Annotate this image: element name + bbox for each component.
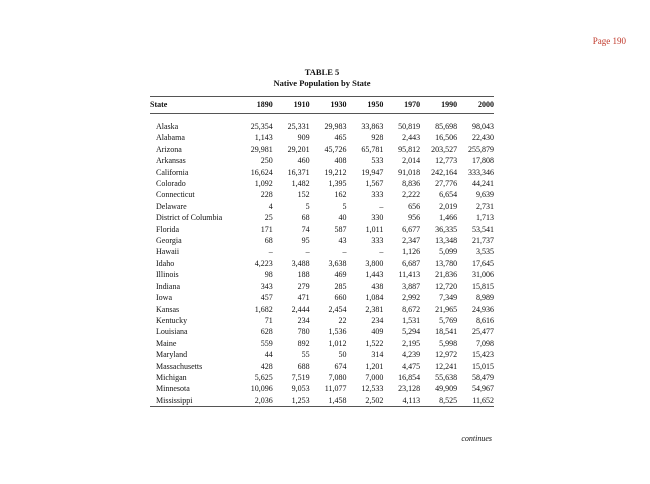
population-cell: 17,645 (472, 258, 494, 268)
population-cell: 68 (301, 213, 310, 223)
header-year: 1910 (273, 97, 310, 114)
table-row (150, 201, 494, 212)
population-cell: 8,672 (402, 304, 421, 314)
population-cell: 71 (264, 315, 273, 325)
table-row (150, 144, 494, 155)
population-cell: 1,458 (310, 395, 347, 407)
population-cell: 956 (408, 213, 421, 223)
state-name-cell: Alabama (156, 133, 185, 143)
population-cell: 1,092 (254, 179, 273, 189)
population-cell: 18,541 (435, 327, 458, 337)
population-cell: 7,098 (476, 338, 494, 348)
population-cell: 68 (264, 236, 273, 246)
state-name-cell: Idaho (156, 258, 175, 268)
population-cell: 12,773 (435, 156, 458, 166)
population-cell: 5,769 (439, 315, 458, 325)
population-cell: 17,808 (472, 156, 494, 166)
population-cell: 587 (334, 224, 347, 234)
population-cell: 74 (301, 224, 310, 234)
population-cell: 25,477 (472, 327, 494, 337)
population-cell: 25,354 (250, 122, 273, 131)
table-row (150, 395, 494, 407)
header-year: 1970 (383, 97, 420, 114)
table-row (150, 235, 494, 246)
population-cell: 29,983 (324, 122, 347, 131)
population-cell: 162 (334, 190, 347, 200)
table-row (150, 304, 494, 315)
population-cell: 6,687 (402, 258, 421, 268)
population-cell: 4,113 (383, 395, 420, 407)
table-row (150, 212, 494, 223)
state-name-cell: Illinois (156, 270, 179, 280)
population-cell: 8,836 (402, 179, 421, 189)
population-cell: 13,780 (435, 258, 458, 268)
population-cell: 24,936 (472, 304, 494, 314)
population-cell: 12,720 (435, 281, 458, 291)
population-cell: 674 (334, 361, 347, 371)
population-cell: 8,989 (476, 293, 494, 303)
state-name-cell: Maryland (156, 350, 188, 360)
state-name-cell: Minnesota (156, 384, 190, 394)
population-cell: – (379, 247, 384, 257)
population-cell: 44,241 (472, 179, 494, 189)
population-cell: – (268, 247, 273, 257)
population-cell: 1,522 (365, 338, 384, 348)
population-cell: 49,909 (435, 384, 458, 394)
population-cell: 16,624 (250, 167, 273, 177)
population-cell: 1,682 (254, 304, 273, 314)
population-cell: 15,423 (472, 350, 494, 360)
state-name-cell: Louisiana (156, 327, 188, 337)
population-cell: 333 (371, 190, 384, 200)
population-cell: 6,654 (439, 190, 458, 200)
population-cell: 22,430 (472, 133, 494, 143)
population-cell: 688 (297, 361, 310, 371)
population-cell: 53,541 (472, 224, 494, 234)
header-state: State (150, 97, 236, 114)
population-cell: 12,972 (435, 350, 458, 360)
population-cell: 203,527 (431, 144, 458, 154)
population-cell: 29,981 (250, 144, 273, 154)
population-cell: 428 (260, 361, 273, 371)
population-cell: 5 (305, 201, 310, 211)
table-title: Native Population by State (273, 78, 371, 88)
population-cell: 314 (371, 350, 384, 360)
table-row (150, 121, 494, 132)
population-cell: 1,466 (439, 213, 458, 223)
population-cell: 7,519 (291, 372, 310, 382)
population-cell: – (342, 247, 347, 257)
population-cell: 892 (297, 338, 310, 348)
state-name-cell: Florida (156, 224, 180, 234)
population-cell: 10,096 (250, 384, 273, 394)
state-name-cell: Connecticut (156, 190, 195, 200)
table-row (150, 372, 494, 383)
table-label: TABLE 5 (304, 67, 340, 77)
population-cell: 3,887 (402, 281, 421, 291)
table-header-row (150, 97, 494, 114)
population-cell: 4,223 (254, 258, 273, 268)
state-name-cell: Iowa (156, 293, 172, 303)
population-cell: 95 (301, 236, 310, 246)
table-row (150, 167, 494, 178)
population-cell: 171 (260, 224, 273, 234)
population-cell: 333 (371, 236, 384, 246)
state-name-cell: Massachusetts (156, 361, 203, 371)
table-row (150, 383, 494, 394)
population-cell: 21,836 (435, 270, 458, 280)
population-cell: 15,815 (472, 281, 494, 291)
population-cell: 12,533 (361, 384, 384, 394)
population-cell: 7,000 (365, 372, 384, 382)
population-cell: 465 (334, 133, 347, 143)
population-cell: 279 (297, 281, 310, 291)
table-row (150, 361, 494, 372)
population-cell: 343 (260, 281, 273, 291)
population-cell: 55 (301, 350, 310, 360)
population-cell: 1,012 (328, 338, 347, 348)
population-cell: 533 (371, 156, 384, 166)
state-name-cell: Georgia (156, 236, 182, 246)
population-cell: 16,506 (435, 133, 458, 143)
table-row (150, 258, 494, 269)
population-cell: 13,348 (435, 236, 458, 246)
table-row (150, 269, 494, 280)
population-cell: 5,099 (439, 247, 458, 257)
population-cell: 330 (371, 213, 384, 223)
state-name-cell: Alaska (156, 122, 179, 131)
state-name-cell: Arizona (156, 144, 182, 154)
population-cell: 250 (260, 156, 273, 166)
population-cell: 409 (371, 327, 384, 337)
population-cell: 45,726 (324, 144, 347, 154)
population-cell: 5 (342, 201, 347, 211)
population-cell: 2,502 (346, 395, 383, 407)
population-cell: 25 (264, 213, 273, 223)
population-cell: – (379, 201, 384, 211)
continues-note: continues (461, 434, 492, 443)
population-cell: 7,349 (439, 293, 458, 303)
population-cell: 6,677 (402, 224, 421, 234)
population-cell: 1,395 (328, 179, 347, 189)
state-name-cell: Colorado (156, 179, 186, 189)
state-name-cell: Indiana (156, 281, 180, 291)
page-number: Page 190 (592, 36, 626, 46)
population-cell: 27,776 (435, 179, 458, 189)
population-cell: 11,652 (457, 395, 494, 407)
population-cell: 2,014 (402, 156, 421, 166)
population-cell: 2,036 (236, 395, 273, 407)
population-cell: 40 (338, 213, 347, 223)
population-cell: 2,222 (402, 190, 421, 200)
population-cell: 1,084 (365, 293, 384, 303)
table-row (150, 338, 494, 349)
state-name-cell: Kansas (156, 304, 180, 314)
population-cell: 25,331 (287, 122, 310, 131)
population-cell: 2,347 (402, 236, 421, 246)
population-cell: 11,077 (324, 384, 347, 394)
population-cell: 15,015 (472, 361, 494, 371)
table-caption (150, 67, 494, 89)
population-cell: 1,126 (402, 247, 421, 257)
population-cell: 58,479 (472, 372, 494, 382)
population-cell: 460 (297, 156, 310, 166)
population-cell: 5,998 (439, 338, 458, 348)
table-row (150, 315, 494, 326)
population-cell: 242,164 (431, 167, 458, 177)
state-name-cell: Hawaii (156, 247, 180, 257)
population-cell: 909 (297, 133, 310, 143)
population-cell: 2,381 (365, 304, 384, 314)
header-year: 1890 (236, 97, 273, 114)
population-cell: 91,018 (398, 167, 421, 177)
population-cell: 4,475 (402, 361, 421, 371)
table-row (150, 326, 494, 337)
population-cell: 16,854 (398, 372, 421, 382)
population-cell: 408 (334, 156, 347, 166)
population-cell: 1,567 (365, 179, 384, 189)
population-cell: 2,992 (402, 293, 421, 303)
table-row (150, 224, 494, 235)
population-cell: 457 (260, 293, 273, 303)
header-year: 1990 (420, 97, 457, 114)
population-cell: 471 (297, 293, 310, 303)
table-body (150, 114, 494, 407)
table-row (150, 155, 494, 166)
table-row (150, 246, 494, 257)
population-cell: 33,863 (361, 122, 384, 131)
population-cell: 660 (334, 293, 347, 303)
population-cell: 1,201 (365, 361, 384, 371)
table-row (150, 189, 494, 200)
table-row (150, 132, 494, 143)
population-cell: 21,965 (435, 304, 458, 314)
population-cell: 8,616 (476, 315, 494, 325)
population-cell: 3,800 (365, 258, 384, 268)
population-cell: 55,638 (435, 372, 458, 382)
population-cell: 2,444 (291, 304, 310, 314)
population-cell: 1,443 (365, 270, 384, 280)
population-cell: 188 (297, 270, 310, 280)
state-name-cell: Mississippi (150, 395, 236, 407)
population-cell: 3,535 (476, 247, 494, 257)
population-cell: 98 (264, 270, 273, 280)
population-cell: 85,698 (435, 122, 458, 131)
header-year: 2000 (457, 97, 494, 114)
population-cell: 43 (338, 236, 347, 246)
population-cell: 8,525 (420, 395, 457, 407)
population-cell: 234 (371, 315, 384, 325)
population-cell: – (305, 247, 310, 257)
population-cell: 9,053 (291, 384, 310, 394)
population-cell: 333,346 (468, 167, 494, 177)
population-cell: 656 (408, 201, 421, 211)
population-cell: 31,006 (472, 270, 494, 280)
state-name-cell: Maine (156, 338, 177, 348)
population-cell: 54,967 (472, 384, 494, 394)
table-row (150, 281, 494, 292)
population-cell: 234 (297, 315, 310, 325)
table-row (150, 292, 494, 303)
population-cell: 285 (334, 281, 347, 291)
population-cell: 2,443 (402, 133, 421, 143)
population-cell: 5,625 (254, 372, 273, 382)
population-cell: 1,253 (273, 395, 310, 407)
population-cell: 36,335 (435, 224, 458, 234)
population-table (150, 96, 494, 407)
population-cell: 559 (260, 338, 273, 348)
header-year: 1950 (346, 97, 383, 114)
population-cell: 5,294 (402, 327, 421, 337)
header-year: 1930 (310, 97, 347, 114)
population-cell: 7,080 (328, 372, 347, 382)
population-cell: 3,638 (328, 258, 347, 268)
population-cell: 1,011 (365, 224, 384, 234)
population-cell: 1,482 (291, 179, 310, 189)
table-row (150, 178, 494, 189)
spacer-row (150, 114, 494, 122)
population-cell: 4,239 (402, 350, 421, 360)
population-cell: 50,819 (398, 122, 421, 131)
population-cell: 12,241 (435, 361, 458, 371)
population-cell: 9,639 (476, 190, 494, 200)
population-cell: 3,488 (291, 258, 310, 268)
population-cell: 1,536 (328, 327, 347, 337)
population-cell: 438 (371, 281, 384, 291)
state-name-cell: District of Columbia (156, 213, 223, 223)
population-cell: 780 (297, 327, 310, 337)
population-cell: 1,143 (254, 133, 273, 143)
population-cell: 1,713 (476, 213, 494, 223)
population-cell: 2,195 (402, 338, 421, 348)
population-cell: 29,201 (287, 144, 310, 154)
state-name-cell: Kentucky (156, 315, 188, 325)
population-cell: 23,128 (398, 384, 421, 394)
population-cell: 152 (297, 190, 310, 200)
population-cell: 16,371 (287, 167, 310, 177)
table-row (150, 349, 494, 360)
population-cell: 628 (260, 327, 273, 337)
population-cell: 469 (334, 270, 347, 280)
population-cell: 19,947 (361, 167, 384, 177)
population-cell: 1,531 (402, 315, 421, 325)
state-name-cell: Michigan (156, 372, 187, 382)
population-cell: 2,731 (476, 201, 494, 211)
population-cell: 4 (268, 201, 273, 211)
population-cell: 98,043 (472, 122, 494, 131)
state-name-cell: Arkansas (156, 156, 186, 166)
population-cell: 22 (338, 315, 347, 325)
population-cell: 19,212 (324, 167, 347, 177)
population-cell: 228 (260, 190, 273, 200)
population-cell: 2,019 (439, 201, 458, 211)
population-cell: 95,812 (398, 144, 421, 154)
population-cell: 255,879 (468, 144, 494, 154)
population-cell: 928 (371, 133, 384, 143)
state-name-cell: California (156, 167, 189, 177)
population-cell: 44 (264, 350, 273, 360)
state-name-cell: Delaware (156, 201, 187, 211)
population-cell: 2,454 (328, 304, 347, 314)
population-cell: 65,781 (361, 144, 384, 154)
population-cell: 50 (338, 350, 347, 360)
population-cell: 11,413 (398, 270, 421, 280)
population-cell: 21,737 (472, 236, 494, 246)
